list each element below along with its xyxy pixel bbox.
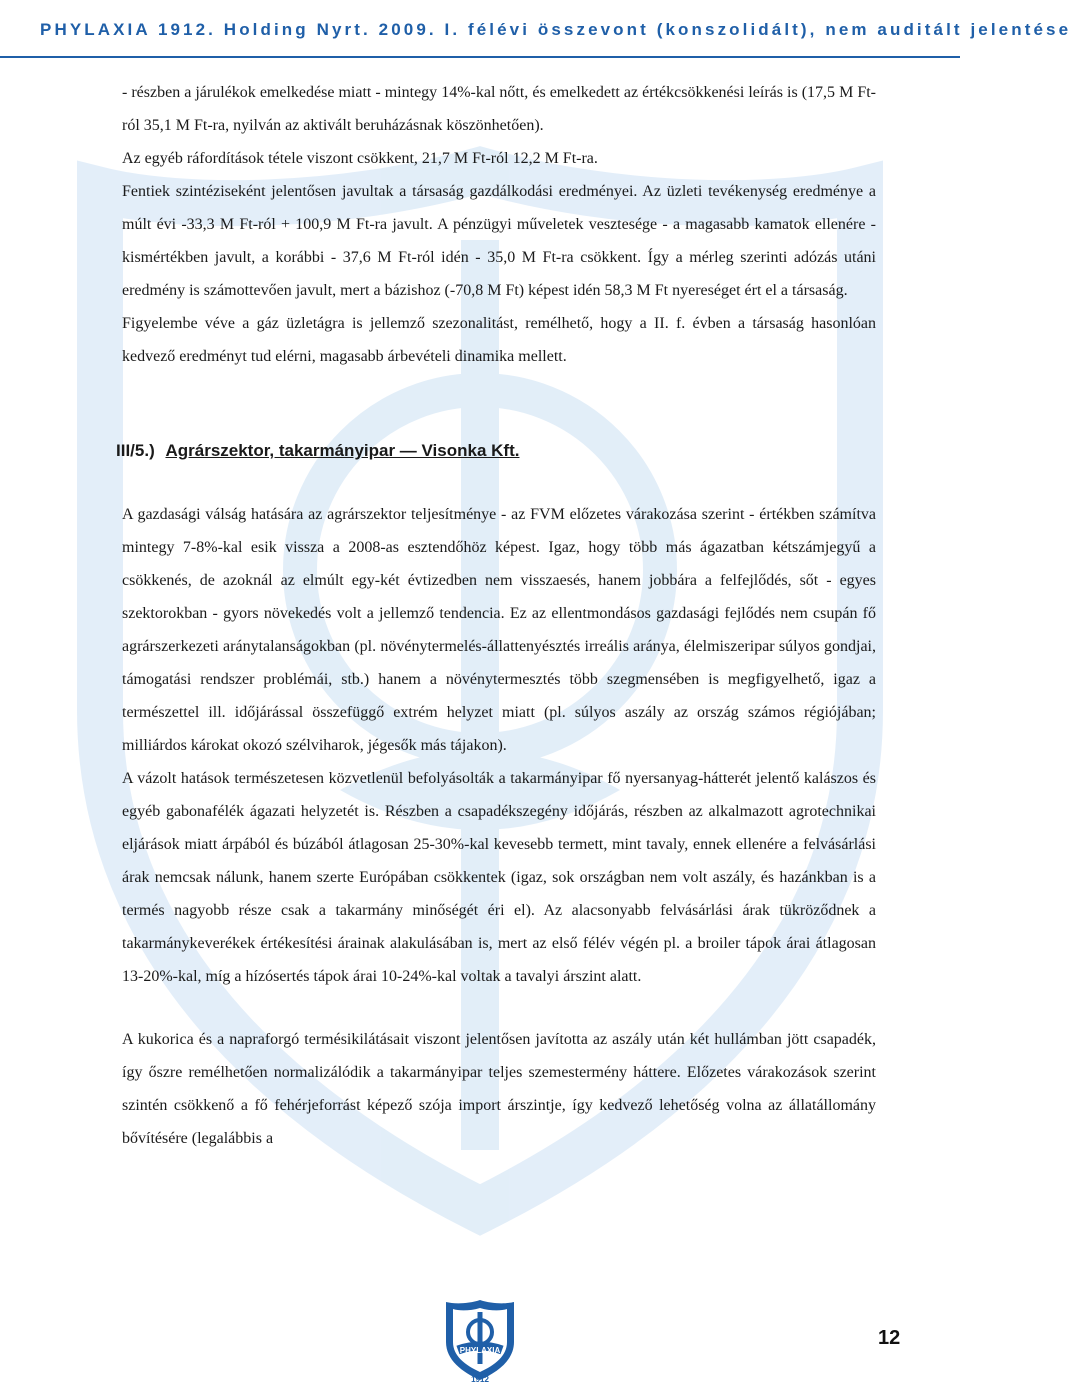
section-number: III/5.) (116, 441, 155, 460)
header-divider (0, 56, 960, 58)
intro-paragraph: Figyelembe véve a gáz üzletágra is jellemző szezonalitást, remélhető, hogy a II. f. évben a társaság hasonlóan kedvező eredményt tud elérni, magasabb árbevételi dinamika mellett. (122, 315, 876, 365)
intro-paragraph: Fentiek szintéziseként jelentősen javultak a társaság gazdálkodási eredményei. Az üzleti tevékenység eredménye a múlt évi -33,3 M Ft-ról + 100,9 M Ft-ra javult. A pénzügyi műveletek vesztesége - a magasabb kamatok ellenére - kismértékben javult, a korábbi - 37,6 M Ft-ról idén - 35,0 M Ft-ra csökkent. Így a mérleg szerinti adózás utáni eredmény is számottevően javult, mert a bázishoz (-70,8 M Ft) képest idén 58,3 M Ft nyereséget ért el a társaság. (122, 183, 876, 299)
header-title: PHYLAXIA 1912. Holding Nyrt. 2009. I. félévi összevont (konszolidált), nem auditált jelentése (40, 20, 1071, 39)
body-paragraph: A vázolt hatások természetesen közvetlenül befolyásolták a takarmányipar fő nyersanyag-hátterét jelentő kalászos és egyéb gabonafélék ágazati helyzetét is. Részben a csapadékszegény időjárás, részben az alkalmazott agrotechnikai eljárások miatt árpából és búzából átlagosan 25-30%-kal kevesebb termett, mint tavaly, ennek ellenére a felvásárlási árak nemcsak nálunk, hanem szerte Európában csökkentek (igaz, sok országban nem volt aszály, és hazánkban is a termés nagyobb része csak a takarmány minőségét éri el). Az alacsonyabb felvásárlási árak tükröződnek a takarmánykeverékek értékesítési árainak alakulásában is, mert az első félév végén pl. a broiler tápok árai átlagosan 13-20%-kal, míg a hízósertés tápok árai 10-24%-kal voltak a tavalyi árszint alatt. (122, 770, 876, 985)
intro-paragraph: - részben a járulékok emelkedése miatt - mintegy 14%-kal nőtt, és emelkedett az értékcsökkenési leírás is (17,5 M Ft-ról 35,1 M Ft-ra, nyilván az aktivált beruházásnak köszönhetően). (122, 84, 876, 134)
section-body (122, 498, 876, 1155)
section-heading (116, 441, 519, 461)
intro-paragraph: Az egyéb ráfordítások tétele viszont csökkent, 21,7 M Ft-ról 12,2 M Ft-ra. (122, 150, 598, 167)
section-title: Agrárszektor, takarmányipar — Visonka Kft. (165, 441, 520, 460)
svg-text:PHYLAXIA: PHYLAXIA (459, 1346, 501, 1355)
body-paragraph: A gazdasági válság hatására az agrárszektor teljesítménye - az FVM előzetes várakozása szerint - értékben számítva mintegy 7-8%-kal esik vissza a 2008-as esztendőhöz képest. Igaz, hogy több más ágazatban kétszámjegyű a csökkenés, de azoknál az elmúlt egy-két évtizedben nem visszaesés, hanem jobbára a felfejlődés, sőt - egyes szektorokban - gyors növekedés volt a jellemző tendencia. Ez az ellentmondásos gazdasági fejlődés nem csupán fő agrárszerkezeti aránytalanságokban (pl. növénytermelés-állattenyésztés irreális aránya, élelmiszeripar súlyos gondjai, támogatási rendszer problémái, stb.) hanem a növénytermesztés több szegmensében is megfigyelhető, igaz a természettel ill. időjárással összefüggő extrém helyzet miatt (pl. súlyos aszály az ország számos régiójában; milliárdos károkat okozó szélviharok, jégesők más tájakon). (122, 506, 876, 754)
phylaxia-logo-icon (440, 1298, 520, 1384)
body-paragraph: A kukorica és a napraforgó termésikilátásait viszont jelentősen javította az aszály után két hullámban jött csapadék, így őszre remélhetően normalizálódik a takarmányipar teljes szemestermény háttere. Előzetes várakozások szerint szintén csökkenő a fő fehérjeforrást képező szója import árszintje, így kedvező lehetőség volna az állatállomány bővítésére (legalábbis a (122, 1031, 876, 1147)
page-header (0, 0, 1071, 58)
intro-text (122, 76, 876, 373)
svg-text:1912: 1912 (471, 1375, 489, 1384)
page-number: 12 (878, 1327, 901, 1349)
